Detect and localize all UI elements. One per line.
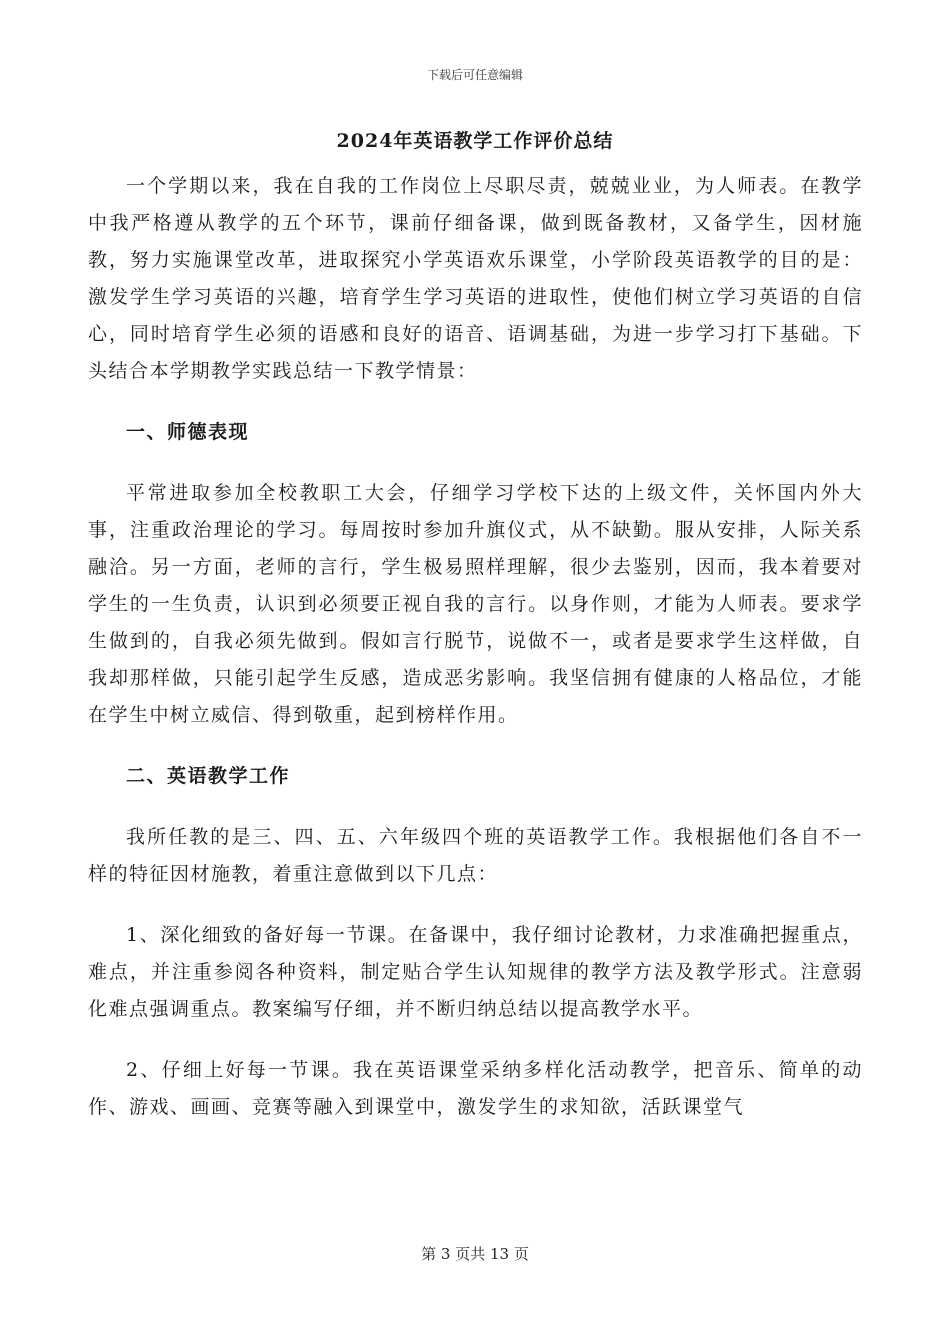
header-note: 下载后可任意编辑 <box>426 68 523 82</box>
document-body <box>88 168 863 1126</box>
section2-paragraph: 我所任教的是三、四、五、六年级四个班的英语教学工作。我根据他们各自不一样的特征因材施教，着重注意做到以下几点： <box>88 826 863 885</box>
intro-paragraph: 一个学期以来，我在自我的工作岗位上尽职尽责，兢兢业业，为人师表。在教学中我严格遵从教学的五个环节，课前仔细备课，做到既备教材，又备学生，因材施教，努力实施课堂改革，进取探究小学英语欢乐课堂，小学阶段英语教学的目的是：激发学生学习英语的兴趣，培育学生学习英语的进取性，使他们树立学习英语的自信心，同时培育学生必须的语感和良好的语音、语调基础，为进一步学习打下基础。下头结合本学期教学实践总结一下教学情景： <box>88 175 863 382</box>
section1-paragraph: 平常进取参加全校教职工大会，仔细学习学校下达的上级文件，关怀国内外大事，注重政治理论的学习。每周按时参加升旗仪式，从不缺勤。服从安排，人际关系融洽。另一方面，老师的言行，学生极易照样理解，很少去鉴别，因而，我本着要对学生的一生负责，认识到必须要正视自我的言行。以身作则，才能为人师表。要求学生做到的，自我必须先做到。假如言行脱节，说做不一，或者是要求学生这样做，自我却那样做，只能引起学生反感，造成恶劣影响。我坚信拥有健康的人格品位，才能在学生中树立威信、得到敬重，起到榜样作用。 <box>88 482 863 726</box>
list-item-2: 2、仔细上好每一节课。我在英语课堂采纳多样化活动教学，把音乐、简单的动作、游戏、画画、竞赛等融入到课堂中，激发学生的求知欲，活跃课堂气 <box>88 1059 863 1118</box>
section2-heading: 二、英语教学工作 <box>126 765 291 787</box>
section1-heading: 一、师德表现 <box>126 421 250 443</box>
page-number: 第 3 页共 13 页 <box>421 1245 529 1263</box>
list-item-1: 1、深化细致的备好每一节课。在备课中，我仔细讨论教材，力求准确把握重点，难点，并注重参阅各种资料，制定贴合学生认知规律的教学方法及教学形式。注意弱化难点强调重点。教案编写仔细，并不断归纳总结以提高教学水平。 <box>88 924 863 1020</box>
document-title: 2024年英语教学工作评价总结 <box>336 130 614 152</box>
